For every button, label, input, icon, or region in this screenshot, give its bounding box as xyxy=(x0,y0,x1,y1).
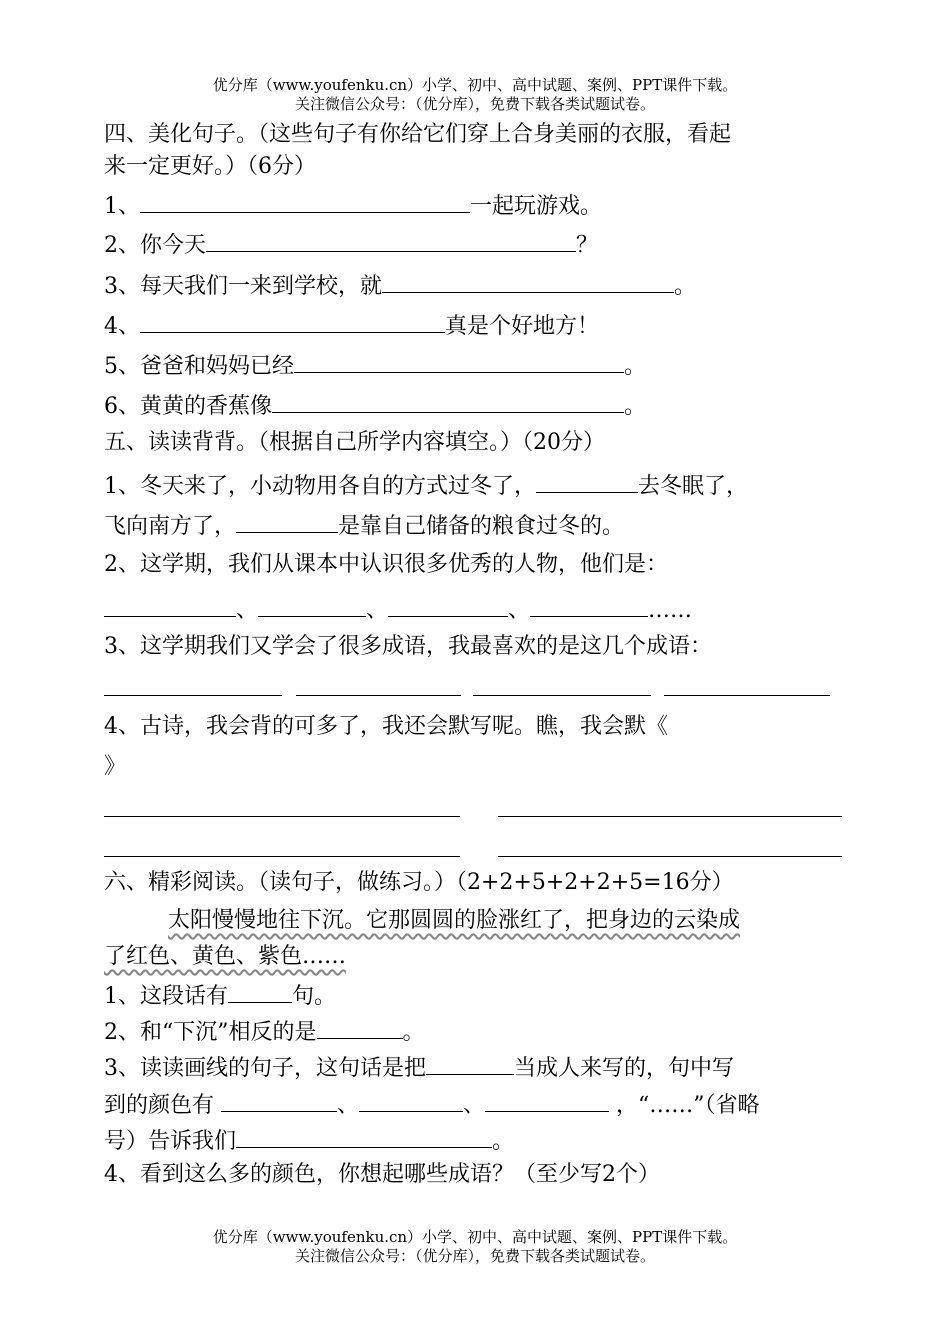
s6-q1 xyxy=(104,980,336,1012)
s6-q3-blank4[interactable] xyxy=(485,1089,609,1112)
s4-item-1 xyxy=(104,190,602,222)
s4-item-6-blank[interactable] xyxy=(272,390,624,413)
s5-q2-sep1: 、 xyxy=(236,598,259,623)
s6-q1-post: 句。 xyxy=(292,984,337,1009)
s5-q4-close: 》 xyxy=(104,754,127,779)
s6-q3-blank5[interactable] xyxy=(236,1125,492,1148)
page-header-line1: 优分库（www.youfenku.cn）小学、初中、高中试题、案例、PPT课件下载。 xyxy=(212,76,738,94)
s5-q3-blank4[interactable] xyxy=(664,695,830,696)
s4-item-2-pre: 2、你今天 xyxy=(104,233,206,258)
s6-q2-blank[interactable] xyxy=(317,1016,403,1039)
s6-q2 xyxy=(104,1016,425,1048)
s6-passage-line2: 了红色、黄色、紫色…… xyxy=(104,944,347,969)
s6-q3-blank2[interactable] xyxy=(221,1089,337,1112)
s6-q3-text1: 3、读读画线的句子，这句话是把 xyxy=(104,1056,426,1081)
s6-q1-pre: 1、这段话有 xyxy=(104,984,228,1009)
s6-q4-text: 4、看到这么多的颜色，你想起哪些成语？（至少写2个） xyxy=(104,1162,660,1187)
s5-q1-line1 xyxy=(104,470,748,502)
s4-item-4-post: 真是个好地方！ xyxy=(445,314,600,339)
s4-item-2-post: ？ xyxy=(576,233,599,258)
s4-item-1-blank[interactable] xyxy=(140,190,470,213)
s4-item-3-post: 。 xyxy=(674,274,697,299)
s6-q3-line3 xyxy=(104,1125,514,1157)
s5-q4-blank2[interactable] xyxy=(498,816,842,817)
s5-q4-blank3[interactable] xyxy=(104,856,460,857)
page-footer-line2: 关注微信公众号：（优分库），免费下载各类试题试卷。 xyxy=(294,1247,655,1265)
s4-item-6-pre: 6、黄黄的香蕉像 xyxy=(104,394,272,419)
s5-q2-sep2: 、 xyxy=(366,598,389,623)
s4-item-4-pre: 4、 xyxy=(104,314,140,339)
s4-item-3 xyxy=(104,270,696,302)
s6-q3-text3: 到的颜色有 xyxy=(104,1093,221,1118)
s6-q3-text2: 当成人来写的，句中写 xyxy=(514,1056,735,1081)
s4-item-2-blank[interactable] xyxy=(206,229,576,252)
s5-q4-blank4[interactable] xyxy=(498,856,842,857)
s6-q3-text4: ，“……”（省略 xyxy=(609,1093,760,1118)
s6-q3-line1 xyxy=(104,1052,734,1084)
s5-q3-text: 3、这学期我们又学会了很多成语，我最喜欢的是这几个成语： xyxy=(104,634,712,659)
s5-q2-blank3[interactable] xyxy=(388,594,508,617)
s6-passage-line1: 太阳慢慢地往下沉。它那圆圆的脸涨红了，把身边的云染成 xyxy=(168,908,741,933)
s5-q1-text1: 1、冬天来了，小动物用各自的方式过冬了， xyxy=(104,474,536,499)
s5-q3-blank2[interactable] xyxy=(296,695,461,696)
s5-q2-blank1[interactable] xyxy=(104,594,236,617)
s6-q2-pre: 2、和“下沉”相反的是 xyxy=(104,1020,317,1045)
s4-item-1-pre: 1、 xyxy=(104,194,140,219)
s5-q3-blank3[interactable] xyxy=(473,695,651,696)
s5-q4-blank1[interactable] xyxy=(104,816,460,817)
s5-q1-text3: 飞向南方了， xyxy=(104,514,237,539)
s6-q3-line2 xyxy=(104,1089,760,1121)
s4-item-1-post: 一起玩游戏。 xyxy=(470,194,603,219)
section5-title: 五、读读背背。（根据自己所学内容填空。）（20分） xyxy=(104,430,605,455)
section4-title-line1: 四、美化句子。（这些句子有你给它们穿上合身美丽的衣服，看起 xyxy=(104,122,732,147)
s4-item-5-pre: 5、爸爸和妈妈已经 xyxy=(104,354,294,379)
s5-q1-blank1[interactable] xyxy=(536,470,638,493)
page-header-line2: 关注微信公众号：（优分库），免费下载各类试题试卷。 xyxy=(294,95,655,113)
s5-q1-line2 xyxy=(104,510,624,542)
s5-q4-text: 4、古诗，我会背的可多了，我还会默写呢。瞧，我会默《 xyxy=(104,714,668,739)
s6-q3-sep2: 、 xyxy=(463,1093,486,1118)
s4-item-6-post: 。 xyxy=(624,394,647,419)
section6-title: 六、精彩阅读。（读句子，做练习。）（2+2+5+2+2+5=16分） xyxy=(104,870,734,895)
s6-q3-blank3[interactable] xyxy=(359,1089,463,1112)
s6-q3-blank1[interactable] xyxy=(426,1052,514,1075)
s4-item-3-pre: 3、每天我们一来到学校，就 xyxy=(104,274,382,299)
section4-title-line2: 来一定更好。）（6分） xyxy=(104,154,316,179)
s5-q3-blank1[interactable] xyxy=(104,695,282,696)
s6-q1-blank[interactable] xyxy=(228,980,292,1003)
s4-item-5-post: 。 xyxy=(624,354,647,379)
s4-item-5 xyxy=(104,350,646,382)
s5-q2-ellipsis: …… xyxy=(648,598,693,623)
s6-q3-sep1: 、 xyxy=(337,1093,360,1118)
s5-q2-sep3: 、 xyxy=(508,598,531,623)
s4-item-3-blank[interactable] xyxy=(382,270,674,293)
page-footer-line1: 优分库（www.youfenku.cn）小学、初中、高中试题、案例、PPT课件下载。 xyxy=(212,1228,738,1246)
s5-q1-text2: 去冬眠了， xyxy=(638,474,749,499)
s6-q3-end: 。 xyxy=(492,1129,515,1154)
s5-q2-text: 2、这学期，我们从课本中认识很多优秀的人物，他们是： xyxy=(104,552,668,577)
s4-item-4-blank[interactable] xyxy=(140,310,445,333)
s6-q2-post: 。 xyxy=(402,1020,425,1045)
s5-q2-blank2[interactable] xyxy=(258,594,366,617)
s4-item-2 xyxy=(104,229,598,261)
s5-q2-blank4[interactable] xyxy=(530,594,648,617)
s4-item-6 xyxy=(104,390,646,422)
s6-q3-text5: 号）告诉我们 xyxy=(104,1129,237,1154)
s4-item-4 xyxy=(104,310,599,342)
s5-q2-blanks xyxy=(104,594,692,626)
s5-q1-text4: 是靠自己储备的粮食过冬的。 xyxy=(338,514,625,539)
s5-q1-blank2[interactable] xyxy=(236,510,338,533)
s4-item-5-blank[interactable] xyxy=(294,350,624,373)
